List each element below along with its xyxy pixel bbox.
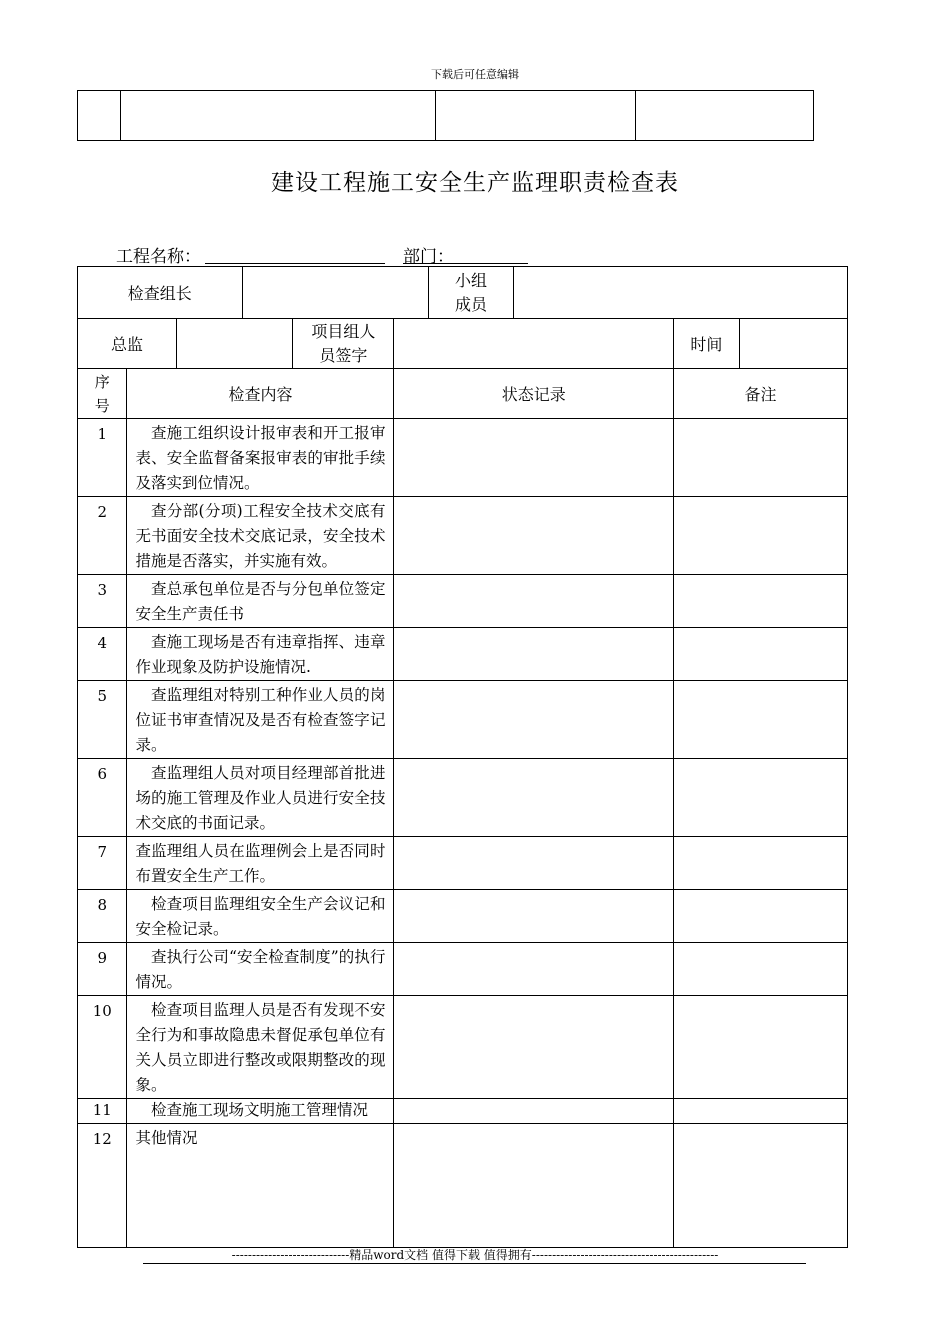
remarks-cell[interactable] (674, 759, 848, 837)
remarks-cell[interactable] (674, 575, 848, 628)
remarks-cell[interactable] (674, 497, 848, 575)
remarks-cell[interactable] (674, 1124, 848, 1248)
project-staff-sign-field[interactable] (394, 319, 674, 369)
footer-divider (143, 1263, 806, 1264)
row-content: 查监理组人员在监理例会上是否同时布置安全生产工作。 (127, 837, 394, 890)
time-label: 时间 (674, 319, 740, 369)
status-cell[interactable] (394, 837, 674, 890)
page-title: 建设工程施工安全生产监理职责检查表 (271, 170, 679, 196)
header-note: 下载后可任意编辑 (431, 68, 519, 81)
table-row (78, 837, 848, 890)
remarks-cell[interactable] (674, 943, 848, 996)
time-field[interactable] (739, 319, 847, 369)
top-blank-table (77, 90, 814, 141)
row-content: 查施工现场是否有违章指挥、违章作业现象及防护设施情况. (127, 628, 394, 681)
remarks-cell[interactable] (674, 837, 848, 890)
status-cell[interactable] (394, 1099, 674, 1124)
status-cell[interactable] (394, 996, 674, 1099)
row-content: 查监理组对特别工种作业人员的岗位证书审查情况及是否有检查签字记录。 (127, 681, 394, 759)
status-cell[interactable] (394, 1124, 674, 1248)
table-row (78, 1099, 848, 1124)
row-number: 12 (78, 1124, 127, 1248)
row-content: 检查施工现场文明施工管理情况 (127, 1099, 394, 1124)
row-number: 7 (78, 837, 127, 890)
top-blank-cell (436, 91, 636, 141)
status-cell[interactable] (394, 497, 674, 575)
status-cell[interactable] (394, 943, 674, 996)
project-name-label: 工程名称： (116, 247, 201, 267)
row-content: 查监理组人员对项目经理部首批进场的施工管理及作业人员进行安全技术交底的书面记录。 (127, 759, 394, 837)
team-members-field[interactable] (514, 267, 847, 318)
table-row (78, 681, 848, 759)
status-cell[interactable] (394, 419, 674, 497)
status-cell[interactable] (394, 575, 674, 628)
top-blank-cell (636, 91, 814, 141)
row-number: 3 (78, 575, 127, 628)
row-content: 检查项目监理人员是否有发现不安全行为和事故隐患未督促承包单位有关人员立即进行整改或限期整改的现象。 (127, 996, 394, 1099)
department-label: 部门： (403, 247, 454, 267)
chief-supervisor-field[interactable] (176, 319, 292, 369)
row-number: 8 (78, 890, 127, 943)
status-cell[interactable] (394, 890, 674, 943)
team-members-group (428, 267, 847, 319)
remarks-header: 备注 (674, 369, 848, 419)
remarks-cell[interactable] (674, 681, 848, 759)
team-leader-label: 检查组长 (78, 267, 243, 319)
row-number: 9 (78, 943, 127, 996)
table-row (78, 890, 848, 943)
table-row (78, 575, 848, 628)
row-number: 4 (78, 628, 127, 681)
row-content: 查执行公司“安全检查制度”的执行情况。 (127, 943, 394, 996)
project-name-field[interactable] (205, 263, 385, 264)
row-number: 5 (78, 681, 127, 759)
row-number: 6 (78, 759, 127, 837)
table-row (78, 419, 848, 497)
top-blank-cell (78, 91, 121, 141)
content-header: 检查内容 (127, 369, 394, 419)
remarks-cell[interactable] (674, 996, 848, 1099)
table-row (78, 759, 848, 837)
status-cell[interactable] (394, 628, 674, 681)
project-staff-sign-label: 项目组人 员签字 (293, 319, 394, 369)
row-content: 检查项目监理组安全生产会议记和安全检记录。 (127, 890, 394, 943)
table-row (78, 1124, 848, 1248)
row-number: 1 (78, 419, 127, 497)
status-header: 状态记录 (394, 369, 674, 419)
table-row (78, 497, 848, 575)
department-field[interactable] (403, 263, 528, 264)
team-leader-field[interactable] (242, 267, 428, 319)
row-content: 其他情况 (127, 1124, 394, 1248)
remarks-cell[interactable] (674, 628, 848, 681)
chief-supervisor-label: 总监 (78, 319, 177, 369)
remarks-cell[interactable] (674, 419, 848, 497)
row-number: 11 (78, 1099, 127, 1124)
status-cell[interactable] (394, 681, 674, 759)
row-number: 10 (78, 996, 127, 1099)
remarks-cell[interactable] (674, 1099, 848, 1124)
footer-text: -----------------------------精品word文档 值得下载 值得拥有---------------------------------------------- (231, 1248, 719, 1262)
table-row (78, 943, 848, 996)
status-cell[interactable] (394, 759, 674, 837)
table-row (78, 628, 848, 681)
top-blank-cell (121, 91, 436, 141)
row-number: 2 (78, 497, 127, 575)
row-content: 查分部(分项)工程安全技术交底有无书面安全技术交底记录，安全技术措施是否落实，并实施有效。 (127, 497, 394, 575)
row-content: 查总承包单位是否与分包单位签定安全生产责任书 (127, 575, 394, 628)
inspection-table (77, 266, 848, 1248)
row-content: 查施工组织设计报审表和开工报审表、安全监督备案报审表的审批手续及落实到位情况。 (127, 419, 394, 497)
seq-header: 序 号 (78, 369, 127, 419)
table-row (78, 996, 848, 1099)
team-members-label: 小组 成员 (429, 267, 514, 318)
remarks-cell[interactable] (674, 890, 848, 943)
